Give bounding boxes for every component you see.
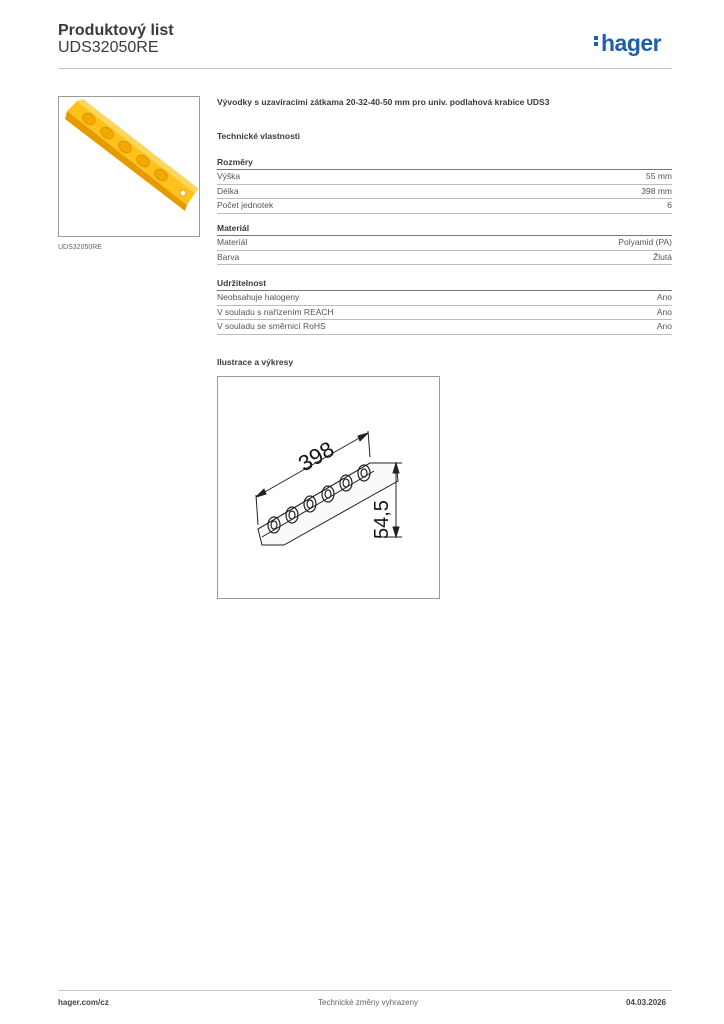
sustainability-table: [217, 278, 672, 335]
table-row: [217, 320, 672, 335]
product-description: Vývodky s uzavíracími zátkama 20-32-40-50 mm pro univ. podlahová krabice UDS3: [217, 97, 550, 107]
table-row: [217, 251, 672, 266]
material-table: [217, 223, 672, 265]
footer-date: 04.03.2026: [626, 998, 667, 1007]
section-title: Materiál: [217, 223, 672, 236]
table-row: [217, 306, 672, 321]
technical-drawing: [217, 376, 440, 599]
row-value: 398 mm: [641, 185, 672, 196]
page-title: Produktový list: [58, 22, 174, 39]
height-dimension-label: 54,5: [371, 500, 393, 539]
row-value: Ano: [656, 292, 672, 302]
logo-dots-icon: [594, 34, 599, 48]
row-label: Barva: [217, 251, 240, 262]
row-label: Materiál: [217, 237, 248, 247]
row-value: Ano: [656, 306, 672, 317]
row-label: Délka: [217, 185, 239, 196]
row-label: Výška: [217, 171, 241, 181]
length-dimension-label: 398: [294, 436, 339, 477]
row-value: Polyamid (PA): [618, 237, 672, 247]
row-value: 55 mm: [646, 171, 672, 181]
tech-heading: Technické vlastnosti: [217, 131, 300, 141]
hager-logo: [594, 30, 661, 57]
table-row: [217, 170, 672, 185]
row-value: Žlutá: [653, 251, 672, 262]
product-image-caption: UDS32050RE: [58, 244, 102, 251]
table-row: [217, 291, 672, 306]
row-label: V souladu se směrnicí RoHS: [217, 321, 326, 331]
product-image: [58, 96, 200, 237]
drawings-heading: Ilustrace a výkresy: [217, 357, 294, 367]
row-value: Ano: [656, 321, 672, 331]
cable-gland-strip-image: [59, 97, 199, 236]
product-code: UDS32050RE: [58, 39, 159, 56]
row-label: Počet jednotek: [217, 200, 274, 210]
row-value: 6: [667, 200, 672, 210]
row-label: V souladu s nařízením REACH: [217, 306, 334, 317]
footer-website-link[interactable]: hager.com/cz: [58, 998, 109, 1007]
footer-divider: [58, 990, 672, 991]
table-row: [217, 185, 672, 200]
table-row: [217, 236, 672, 251]
table-row: [217, 199, 672, 214]
footer-disclaimer: Technické změny vyhrazeny: [318, 998, 419, 1007]
section-title: Rozměry: [217, 157, 672, 170]
section-title: Udržitelnost: [217, 278, 672, 291]
row-label: Neobsahuje halogeny: [217, 292, 300, 302]
dimensions-table: [217, 157, 672, 214]
dimension-drawing: [218, 377, 439, 598]
header-divider: [58, 68, 672, 69]
logo-text: hager: [601, 30, 662, 56]
